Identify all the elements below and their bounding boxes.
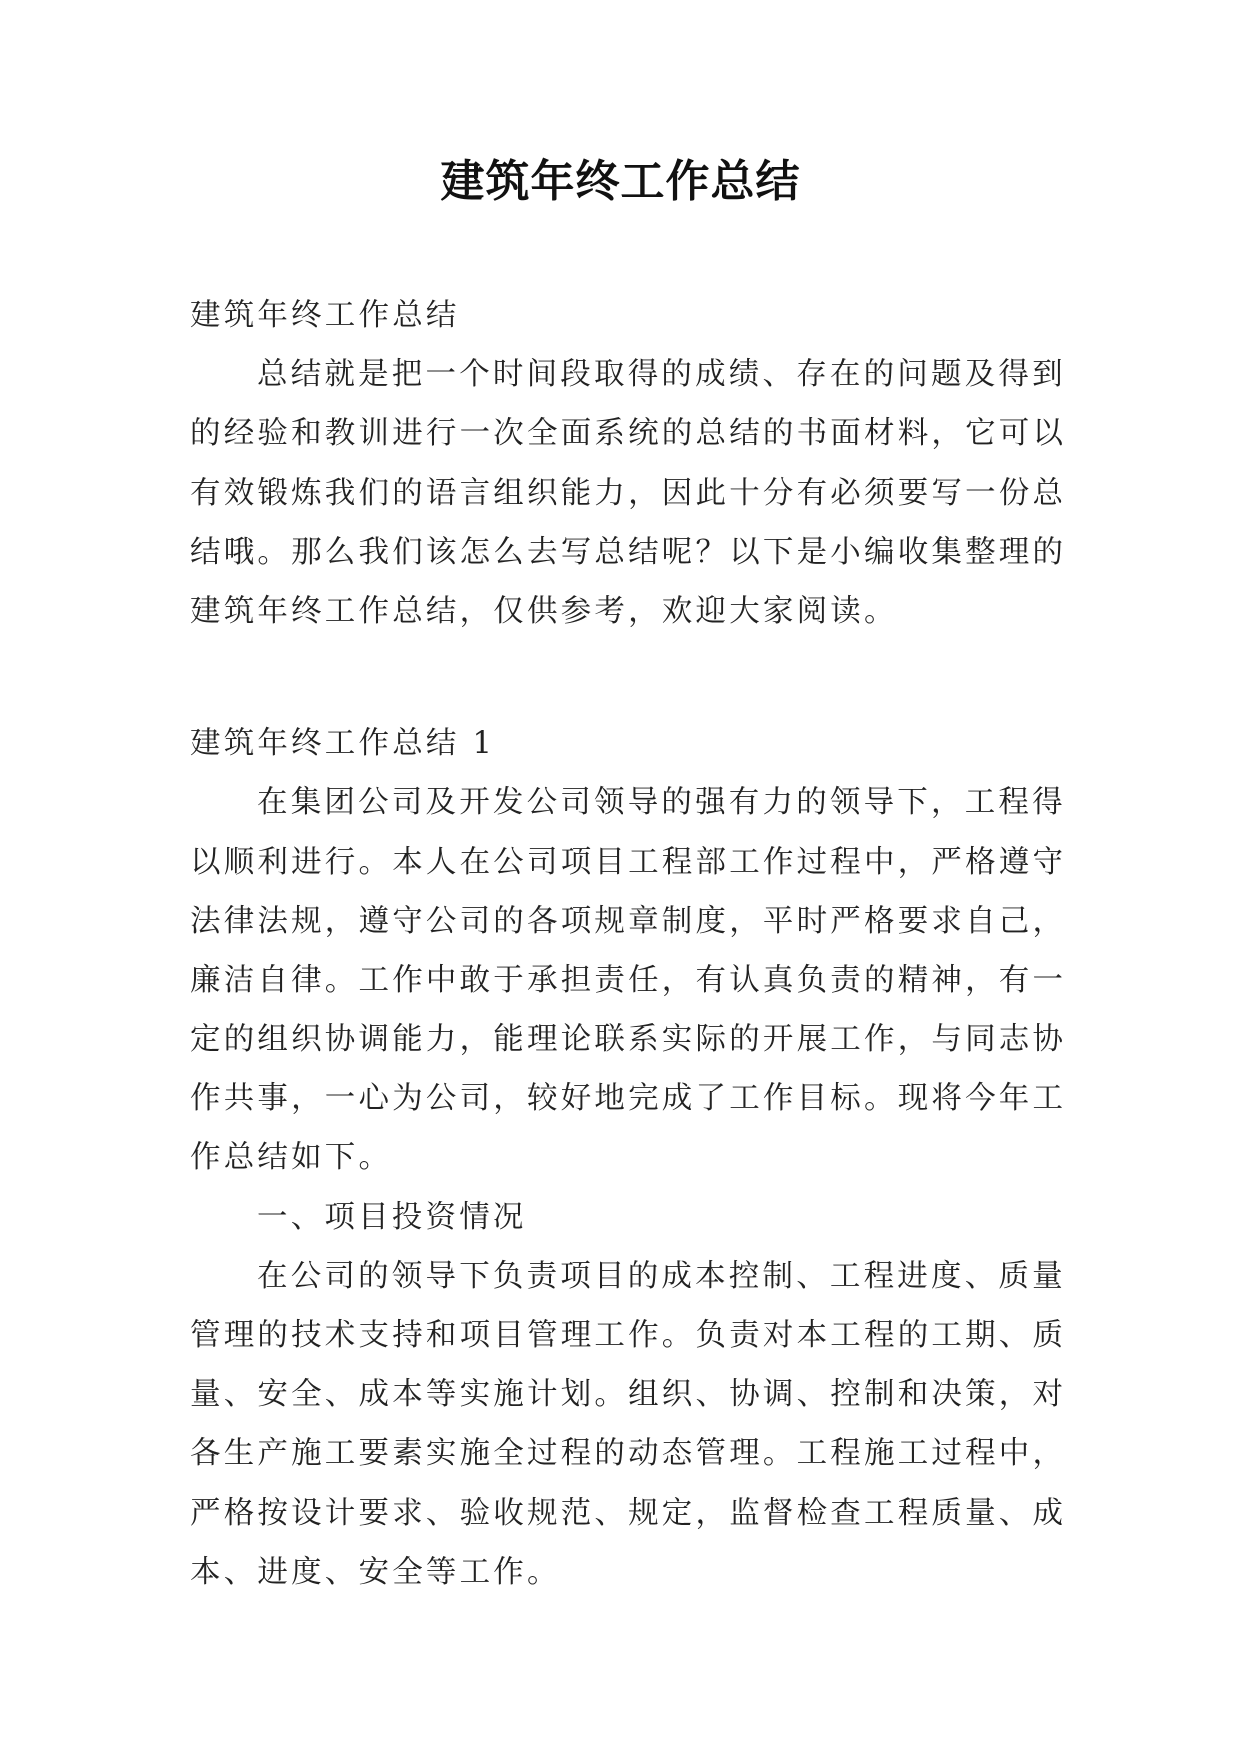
section-paragraph-line: 作共事，一心为公司，较好地完成了工作目标。现将今年工 [190, 1081, 1067, 1117]
subsection-paragraph-line: 各生产施工要素实施全过程的动态管理。工程施工过程中， [190, 1436, 1067, 1472]
section-paragraph-line: 在集团公司及开发公司领导的强有力的领导下，工程得 [257, 785, 1066, 821]
subsection-heading: 一、项目投资情况 [257, 1199, 527, 1235]
subsection-paragraph-line: 本、进度、安全等工作。 [190, 1554, 561, 1590]
section-paragraph-line: 定的组织协调能力，能理论联系实际的开展工作，与同志协 [190, 1022, 1067, 1058]
document-title: 建筑年终工作总结 [440, 156, 801, 207]
section-paragraph-line: 法律法规，遵守公司的各项规章制度，平时严格要求自己， [190, 903, 1067, 939]
subsection-paragraph-line: 量、安全、成本等实施计划。组织、协调、控制和决策，对 [190, 1377, 1067, 1413]
document-body [190, 286, 1067, 1602]
subsection-paragraph-line: 管理的技术支持和项目管理工作。负责对本工程的工期、质 [190, 1318, 1067, 1353]
intro-line: 的经验和教训进行一次全面系统的总结的书面材料，它可以 [190, 416, 1067, 452]
section-paragraph-line: 作总结如下。 [190, 1140, 393, 1176]
section-paragraph-line: 以顺利进行。本人在公司项目工程部工作过程中，严格遵守 [190, 844, 1067, 880]
intro-line: 建筑年终工作总结，仅供参考，欢迎大家阅读。 [190, 593, 898, 629]
intro-line: 有效锻炼我们的语言组织能力，因此十分有必须要写一份总 [190, 475, 1067, 511]
subtitle-line: 建筑年终工作总结 [190, 298, 460, 333]
subsection-paragraph-line: 在公司的领导下负责项目的成本控制、工程进度、质量 [257, 1258, 1066, 1294]
subsection-paragraph-line: 严格按设计要求、验收规范、规定，监督检查工程质量、成 [190, 1495, 1067, 1531]
section-heading: 建筑年终工作总结 1 [190, 726, 496, 762]
intro-line: 结哦。那么我们该怎么去写总结呢？以下是小编收集整理的 [190, 534, 1067, 570]
section-paragraph-line: 廉洁自律。工作中敢于承担责任，有认真负责的精神，有一 [190, 962, 1067, 998]
intro-line: 总结就是把一个时间段取得的成绩、存在的问题及得到 [257, 357, 1066, 393]
section-spacer [190, 641, 1060, 714]
